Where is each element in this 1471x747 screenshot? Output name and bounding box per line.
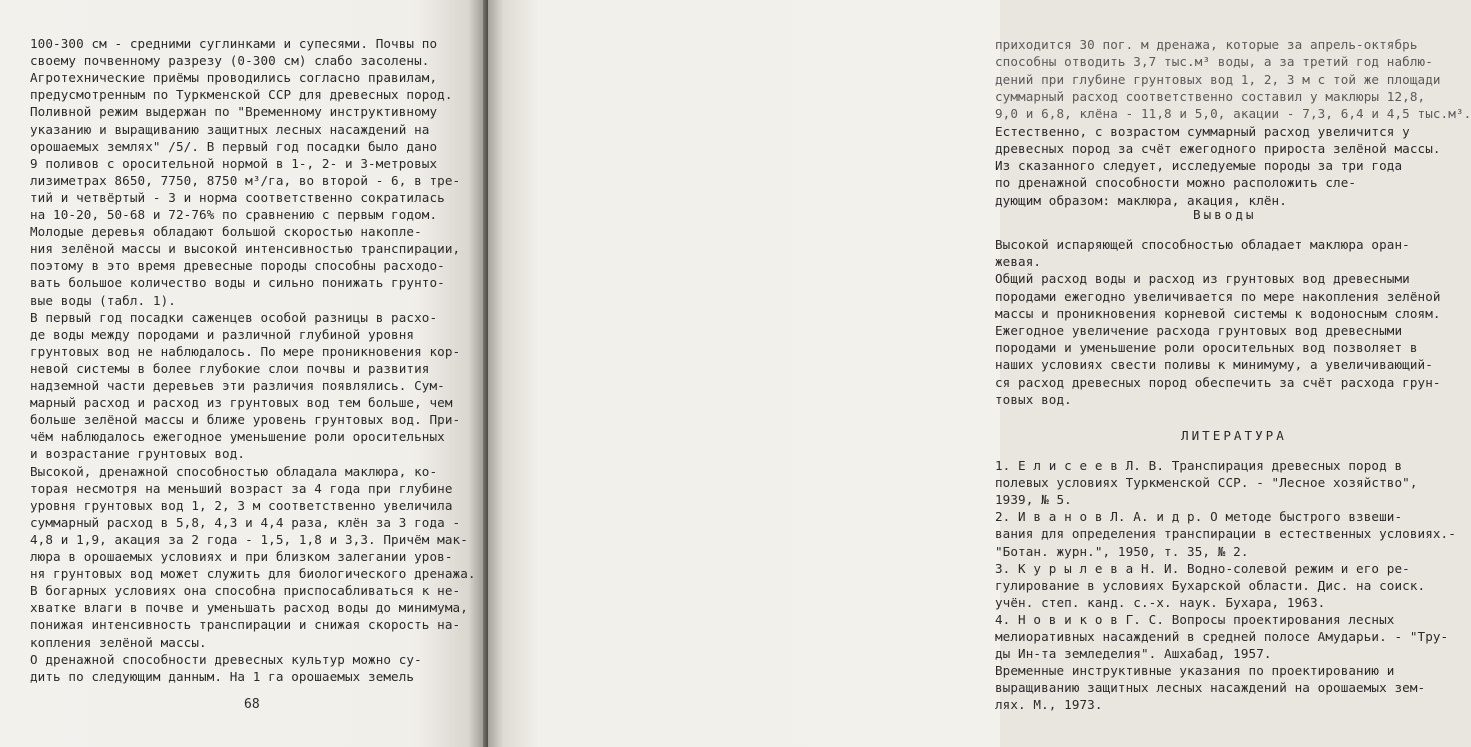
- text-line: Общий расход воды и расход из грунтовых вод древесными: [995, 271, 1410, 287]
- reference-line: "Ботан. журн.", 1950, т. 35, № 2.: [995, 543, 1249, 559]
- text-line: породами ежегодно увеличивается по мере накопления зелёной: [995, 288, 1441, 304]
- text-line: Ежегодное увеличение расхода грунтовых вод древесными: [995, 323, 1403, 338]
- text-line: орошаемых землях" /5/. В первый год посадки было дано: [30, 138, 438, 154]
- text-line: Естественно, с возрастом суммарный расход увеличится у: [995, 123, 1410, 139]
- text-line: невой системы в более глубокие слои почвы и развития: [30, 360, 430, 376]
- text-line: Агротехнические приёмы проводились согласно правилам,: [30, 70, 438, 86]
- literature-heading: ЛИТЕРАТУРА: [1181, 428, 1287, 443]
- text-line: по дренажной способности можно расположить сле-: [995, 175, 1357, 191]
- text-line: своему почвенному разрезу (0-300 см) слабо засолены.: [30, 53, 430, 69]
- text-line: понижая интенсивность транспирации и снижая скорость на-: [30, 617, 461, 633]
- text-line: вые воды (табл. 1).: [30, 292, 176, 308]
- text-line: наших условиях свести поливы к минимуму, а увеличивающий-: [995, 357, 1433, 373]
- text-line: Высокой испаряющей способностью обладает маклюра оран-: [995, 237, 1410, 252]
- text-line: О дренажной способности древесных культур можно су-: [30, 651, 422, 667]
- text-line: древесных пород за счёт ежегодного прироста зелёной массы.: [995, 140, 1441, 156]
- text-line: ния зелёной массы и высокой интенсивностью транспирации,: [30, 241, 461, 257]
- text-line: массы и проникновения корневой системы к водоносным слоям.: [995, 305, 1441, 321]
- text-line: на 10-20, 50-68 и 72-76% по сравнению с первым годом.: [30, 207, 438, 222]
- text-line: предусмотренным по Туркменской ССР для древесных пород.: [30, 87, 453, 103]
- conclusions-heading: Выводы: [1193, 207, 1257, 222]
- reference-line: лях. М., 1973.: [995, 697, 1103, 713]
- reference-line: гулирование в условиях Бухарской области. Дис. на соиск.: [995, 577, 1426, 593]
- text-line: тий и четвёртый - 3 и норма соответственно сократилась: [30, 189, 445, 205]
- text-line: В первый год посадки саженцев особой разницы в расхо-: [30, 309, 438, 325]
- reference-line: вания для определения транспирации в естественных условиях.-: [995, 526, 1456, 542]
- reference-line: 3. К у р ы л е в а Н. И. Водно-солевой режим и его ре-: [995, 560, 1410, 576]
- text-line: жевая.: [995, 254, 1042, 270]
- text-line: хватке влаги в почве и уменьшать расход воды до минимума,: [30, 600, 468, 616]
- text-line: копления зелёной массы.: [30, 634, 207, 650]
- reference-line: 1939, № 5.: [995, 492, 1072, 508]
- text-line: ся расход древесных пород обеспечить за счёт расхода грун-: [995, 374, 1441, 390]
- reference-line: 4. Н о в и к о в Г. С. Вопросы проектирования лесных: [995, 611, 1395, 627]
- text-line: приходится 30 пог. м дренажа, которые за апрель-октябрь: [995, 37, 1418, 52]
- text-line: вать большое количество воды и сильно понижать грунто-: [30, 275, 445, 291]
- text-line: Высокой, дренажной способностью обладала маклюра, ко-: [30, 463, 438, 479]
- text-line: уровня грунтовых вод 1, 2, 3 м соответственно увеличила: [30, 497, 453, 513]
- text-line: Поливной режим выдержан по "Временному инструктивному: [30, 104, 438, 120]
- right-page: [488, 0, 1471, 747]
- text-line: товых вод.: [995, 391, 1072, 407]
- reference-line: мелиоративных насаждений в средней полосе Амударьи. - "Тру-: [995, 629, 1449, 644]
- text-line: чём наблюдалось ежегодное уменьшение роли оросительных: [30, 429, 445, 445]
- text-line: дений при глубине грунтовых вод 1, 2, 3 м с той же площади: [995, 71, 1441, 87]
- reference-line: выращиванию защитных лесных насаждений на орошаемых зем-: [995, 680, 1426, 696]
- text-line: 9,0 и 6,8, клёна - 11,8 и 5,0, акации - 7,3, 6,4 и 4,5 тыс.м³.: [995, 106, 1471, 122]
- text-line: поэтому в это время древесные породы способны расходо-: [30, 258, 445, 274]
- text-line: Из сказанного следует, исследуемые породы за три года: [995, 158, 1403, 174]
- text-line: марный расход и расход из грунтовых вод тем больше, чем: [30, 395, 453, 411]
- text-line: люра в орошаемых условиях и при близком залегании уров-: [30, 549, 453, 564]
- text-line: В богарных условиях она способна приспосабливаться к не-: [30, 583, 461, 599]
- text-line: надземной части деревьев эти различия появлялись. Сум-: [30, 378, 445, 393]
- text-line: де воды между породами и различной глубиной уровня: [30, 326, 415, 342]
- text-line: торая несмотря на меньший возраст за 4 года при глубине: [30, 480, 453, 496]
- reference-line: 2. И в а н о в Л. А. и д р. О методе быстрого взвеши-: [995, 509, 1403, 525]
- text-line: лизиметрах 8650, 7750, 8750 м³/га, во второй - 6, в тре-: [30, 172, 461, 188]
- left-page: [0, 0, 488, 747]
- text-line: дующим образом: маклюра, акация, клён.: [995, 192, 1287, 208]
- page-number: 68: [244, 697, 260, 712]
- text-line: больше зелёной массы и ближе уровень грунтовых вод. При-: [30, 412, 461, 428]
- text-line: Молодые деревья обладают большой скоростью накопле-: [30, 224, 422, 240]
- text-line: суммарный расход соответственно составил у маклюры 12,8,: [995, 88, 1426, 104]
- text-line: дить по следующим данным. На 1 га орошаемых земель: [30, 668, 415, 684]
- reference-line: учён. степ. канд. с.-х. наук. Бухара, 1963.: [995, 594, 1326, 610]
- text-line: указанию и выращиванию защитных лесных насаждений на: [30, 121, 430, 137]
- reference-line: Временные инструктивные указания по проектированию и: [995, 663, 1395, 679]
- text-line: суммарный расход в 5,8, 4,3 и 4,4 раза, клён за 3 года -: [30, 514, 461, 530]
- text-line: ня грунтовых вод может служить для биологического дренажа.: [30, 566, 476, 582]
- text-line: и возрастание грунтовых вод.: [30, 446, 246, 462]
- text-line: 9 поливов с оросительной нормой в 1-, 2- и 3-метровых: [30, 155, 438, 171]
- text-line: способны отводить 3,7 тыс.м³ воды, а за третий год наблю-: [995, 54, 1433, 70]
- reference-line: полевых условиях Туркменской ССР. - "Лесное хозяйство",: [995, 475, 1418, 491]
- text-line: породами и уменьшение роли оросительных вод позволяет в: [995, 340, 1418, 356]
- reference-line: 1. Е л и с е е в Л. В. Транспирация древесных пород в: [995, 458, 1403, 473]
- reference-line: ды Ин-та земледелия". Ашхабад, 1957.: [995, 646, 1272, 662]
- text-line: 100-300 см - средними суглинками и супесями. Почвы по: [30, 36, 438, 51]
- text-line: грунтовых вод не наблюдалось. По мере проникновения кор-: [30, 343, 461, 359]
- text-line: 4,8 и 1,9, акация за 2 года - 1,5, 1,8 и 3,3. Причём мак-: [30, 531, 468, 547]
